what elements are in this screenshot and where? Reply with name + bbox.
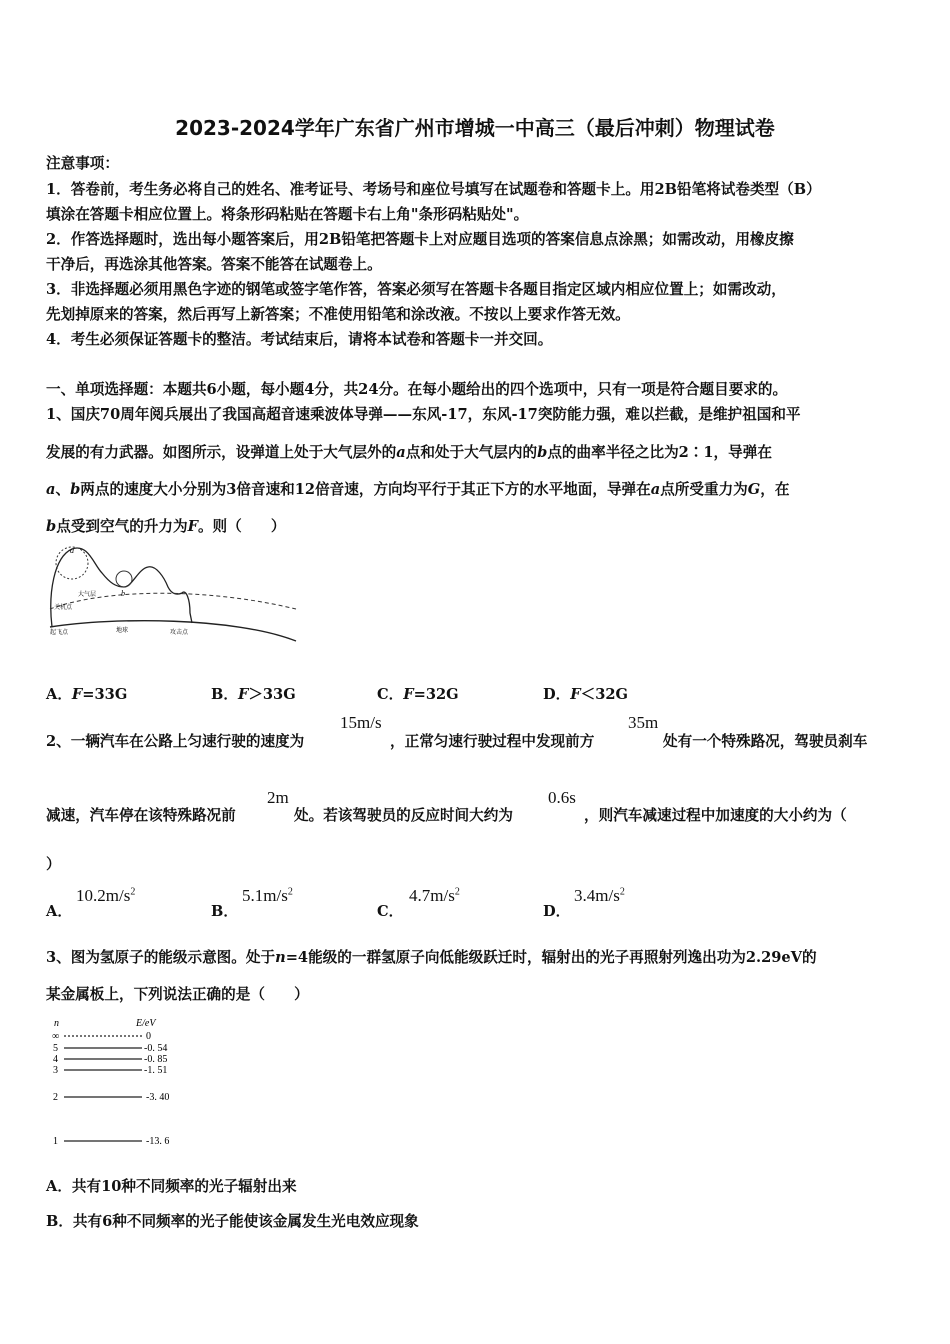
- level-energy-label: -0. 85: [144, 1054, 168, 1065]
- target-label: 攻击点: [170, 630, 189, 636]
- q2-distance: 35m: [628, 713, 659, 732]
- notice-line: 4．考生必须保证答题卡的整洁。考试结束后，请将本试卷和答题卡一并交回。: [46, 331, 553, 348]
- shutdown-label: 关机点: [54, 605, 73, 611]
- level-n-label: ∞: [52, 1031, 60, 1042]
- q2-option-b: B．: [211, 903, 238, 920]
- q2-option-d-value: $3.4m/s^2$: [574, 886, 625, 905]
- q2-text: 减速，汽车停在该特殊路况前: [46, 807, 236, 824]
- q2-speed: 15m/s: [340, 713, 382, 732]
- q3-text: 3、图为氢原子的能级示意图。处于n=4能级的一群氢原子向低能级跃迁时，辐射出的光子再照射列逸出功为2.29eV的: [46, 949, 817, 966]
- energy-level-diagram: [44, 1015, 204, 1150]
- point-a-label: a: [70, 546, 74, 555]
- q2-stop-distance: 2m: [267, 788, 289, 807]
- q2-option-d: D．: [543, 903, 571, 920]
- energy-header: E/eV: [136, 1018, 156, 1029]
- notice-line: 先划掉原来的答案，然后再写上新答案；不准使用铅笔和涂改液。不按以上要求作答无效。: [46, 306, 630, 323]
- q1-option-d: D．F＜32G: [543, 686, 628, 703]
- q1-option-a: A．F=33G: [46, 686, 128, 703]
- level-energy-label: -13. 6: [146, 1136, 170, 1147]
- notice-line: 填涂在答题卡相应位置上。将条形码粘贴在答题卡右上角"条形码粘贴处"。: [46, 206, 529, 223]
- q1-text: b点受到空气的升力为F。则（ ）: [46, 518, 286, 535]
- n-header: n: [54, 1018, 59, 1029]
- missile-trajectory-figure: [44, 543, 300, 645]
- level-n-label: 4: [53, 1054, 58, 1065]
- exam-title: 2023-2024学年广东省广州市增城一中高三（最后冲刺）物理试卷: [175, 116, 775, 140]
- section-heading: 一、单项选择题：本题共6小题，每小题4分，共24分。在每小题给出的四个选项中，只有一项是符合题目要求的。: [46, 381, 788, 398]
- q2-option-b-value: $5.1m/s^2$: [242, 886, 293, 905]
- q2-option-a: A．: [46, 903, 72, 920]
- q2-option-c-value: $4.7m/s^2$: [409, 886, 460, 905]
- notice-line: 1．答卷前，考生务必将自己的姓名、准考证号、考场号和座位号填写在试题卷和答题卡上。用2B铅笔将试卷类型（B）: [46, 181, 821, 198]
- level-n-label: 2: [53, 1092, 58, 1103]
- notice-line: 3．非选择题必须用黑色字迹的钢笔或签字笔作答，答案必须写在答题卡各题目指定区域内相应位置上；如需改动，: [46, 281, 786, 298]
- curvature-circle-b: [116, 571, 132, 587]
- trajectory-path: [51, 548, 192, 627]
- q1-text: 1、国庆70周年阅兵展出了我国高超音速乘波体导弹——东风-17，东风-17突防能力强，难以拦截，是维护祖国和平: [46, 406, 801, 423]
- notice-line: 干净后，再选涂其他答案。答案不能答在试题卷上。: [46, 256, 382, 273]
- q2-text: 2、一辆汽车在公路上匀速行驶的速度为: [46, 733, 305, 750]
- notice-heading: 注意事项：: [46, 155, 119, 172]
- q2-option-c: C．: [377, 903, 404, 920]
- q2-text: 处有一个特殊路况，驾驶员刹车: [663, 733, 868, 750]
- notice-line: 2．作答选择题时，选出每小题答案后，用2B铅笔把答题卡上对应题目选项的答案信息点涂黑；如需改动，用橡皮擦: [46, 231, 794, 248]
- q2-text: ，正常匀速行驶过程中发现前方: [390, 733, 595, 750]
- level-n-label: 5: [53, 1043, 58, 1054]
- level-n-label: 1: [53, 1136, 58, 1147]
- q2-text: 处。若该驾驶员的反应时间大约为: [294, 807, 513, 824]
- q2-text: ，则汽车减速过程中加速度的大小约为（: [584, 807, 847, 824]
- launch-label: 起飞点: [50, 630, 69, 636]
- level-energy-label: 0: [146, 1031, 151, 1042]
- q1-option-b: B．F＞33G: [211, 686, 296, 703]
- q1-text: 发展的有力武器。如图所示，设弹道上处于大气层外的a点和处于大气层内的b点的曲率半径之比为2∶1，导弹在: [46, 444, 772, 461]
- q2-text: ）: [46, 856, 61, 873]
- q3-text: 某金属板上，下列说法正确的是（ ）: [46, 986, 309, 1003]
- q2-reaction-time: 0.6s: [548, 788, 576, 807]
- q1-text: a、b两点的速度大小分别为3倍音速和12倍音速，方向均平行于其正下方的水平地面，导弹在a点所受重力为G，在: [46, 481, 790, 498]
- q3-option-b: B．共有6种不同频率的光子能使该金属发生光电效应现象: [46, 1213, 419, 1230]
- q3-option-a: A．共有10种不同频率的光子辐射出来: [46, 1178, 297, 1195]
- q2-option-a-value: $10.2m/s^2$: [76, 886, 136, 905]
- level-energy-label: -1. 51: [144, 1065, 168, 1076]
- level-n-label: 3: [53, 1065, 58, 1076]
- level-energy-label: -0. 54: [144, 1043, 168, 1054]
- earth-label: 地球: [116, 628, 129, 634]
- level-energy-label: -3. 40: [146, 1092, 170, 1103]
- atmosphere-label: 大气层: [78, 592, 97, 598]
- point-b-label: b: [121, 589, 125, 598]
- q1-option-c: C．F=32G: [377, 686, 459, 703]
